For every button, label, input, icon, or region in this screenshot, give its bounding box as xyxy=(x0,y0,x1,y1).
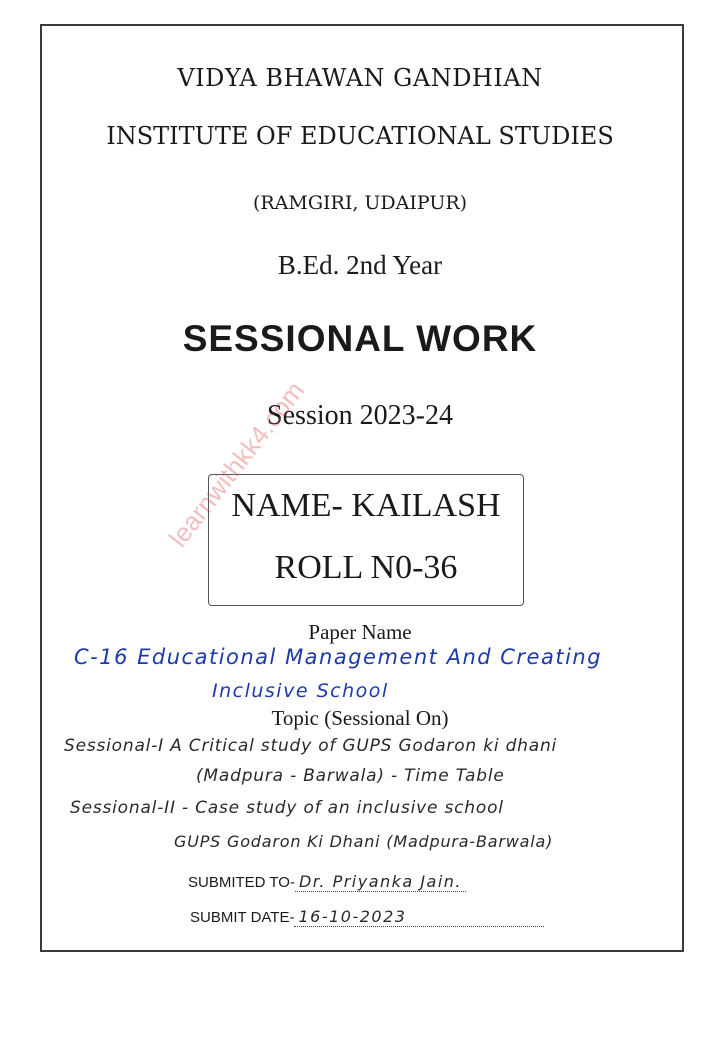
submitted-to-row xyxy=(188,872,466,892)
submitted-to-label: SUBMITED TO- xyxy=(188,874,295,891)
sessional-2-line2: GUPS Godaron Ki Dhani (Madpura-Barwala) xyxy=(174,832,554,851)
submit-date-label: SUBMIT DATE- xyxy=(190,909,295,926)
course-title: B.Ed. 2nd Year xyxy=(277,250,443,280)
student-name: NAME- KAILASH xyxy=(231,487,501,524)
session-year: Session 2023-24 xyxy=(267,400,453,431)
sessional-1-line2: (Madpura - Barwala) - Time Table xyxy=(196,766,505,786)
submitted-to-value: Dr. Priyanka Jain. xyxy=(298,872,463,891)
submit-date-field xyxy=(294,907,544,927)
institution-name-line2: INSTITUTE OF EDUCATIONAL STUDIES xyxy=(106,122,614,150)
submit-date-value: 16-10-2023 xyxy=(298,907,407,926)
paper-name-label: Paper Name xyxy=(308,620,412,644)
submit-date-row xyxy=(190,907,544,927)
watermark: learnwithkk4.com xyxy=(162,375,311,553)
student-info-box xyxy=(208,474,524,606)
page-title: SESSIONAL WORK xyxy=(182,318,538,359)
paper-name-line1: C-16 Educational Management And Creating xyxy=(74,645,603,669)
submitted-to-field xyxy=(295,872,466,892)
student-roll-number: ROLL N0-36 xyxy=(274,549,458,586)
sessional-2-line1: Sessional-II - Case study of an inclusive school xyxy=(70,798,504,818)
topic-label: Topic (Sessional On) xyxy=(271,706,449,730)
institution-location: (RAMGIRI, UDAIPUR) xyxy=(252,192,468,214)
paper-name-line2: Inclusive School xyxy=(212,680,389,702)
sessional-1-line1: Sessional-I A Critical study of GUPS Godaron ki dhani xyxy=(64,736,558,756)
institution-name-line1: VIDYA BHAWAN GANDHIAN xyxy=(177,64,543,92)
